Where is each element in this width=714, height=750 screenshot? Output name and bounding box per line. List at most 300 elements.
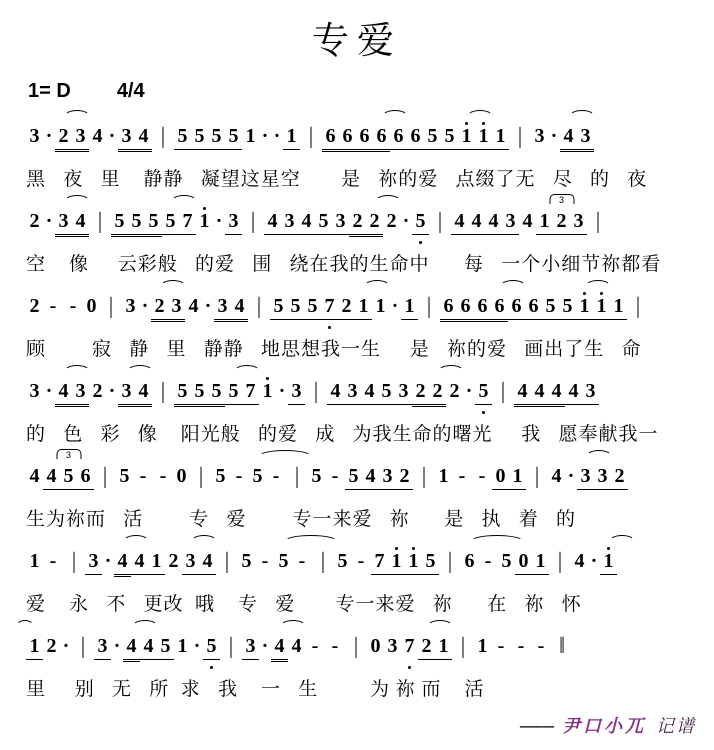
beam-underline (123, 659, 140, 660)
note (535, 534, 547, 586)
note (522, 194, 534, 246)
note-top-area (75, 109, 87, 121)
note-top-area (352, 194, 364, 206)
beam-underline (191, 149, 208, 150)
note-glyph: 3 (75, 125, 86, 147)
duration-dash (354, 534, 369, 586)
beam-underline (231, 321, 248, 322)
note-glyph: 5 (278, 550, 289, 572)
note-glyph: 4 (364, 380, 375, 402)
note-glyph: 5 (252, 465, 263, 487)
note (126, 619, 138, 671)
note-glyph: - (458, 465, 466, 487)
note-glyph: | (256, 293, 261, 319)
duration-dash (328, 619, 343, 671)
note-glyph: 3 (29, 380, 40, 402)
note-glyph: - (517, 635, 525, 657)
duration-dash (534, 619, 549, 671)
note-glyph: 1 (477, 635, 488, 657)
note-top-area (199, 194, 211, 206)
note-top-area (350, 619, 362, 631)
note-glyph: 1 (512, 465, 523, 487)
note (574, 534, 586, 586)
note-top-area (29, 619, 41, 631)
note-top-area (228, 109, 240, 121)
beam-underline (135, 151, 152, 152)
note-top-area (114, 619, 121, 631)
note-top-area (215, 449, 227, 461)
note-glyph: 6 (342, 125, 353, 147)
duration-dash (295, 534, 310, 586)
note-top-area (114, 194, 126, 206)
note-glyph: · (391, 295, 399, 317)
note-top-area (138, 109, 150, 121)
note-glyph: · (273, 125, 281, 147)
note-glyph: - (357, 550, 365, 572)
notation-line (26, 619, 714, 671)
system-1 (26, 109, 714, 194)
note-glyph: | (320, 548, 325, 574)
note-glyph: 5 (478, 380, 489, 402)
note-glyph: 1 (245, 125, 256, 147)
note-top-area (387, 619, 399, 631)
note-glyph: · (215, 210, 223, 232)
note-glyph: 2 (432, 380, 443, 402)
note-top-area (46, 279, 61, 291)
note (562, 279, 574, 331)
note-glyph: · (193, 635, 201, 657)
note-top-area (99, 449, 111, 461)
note-glyph: 7 (374, 550, 385, 572)
barline (418, 449, 430, 501)
note (29, 279, 41, 331)
note-top-area (29, 364, 41, 376)
augmentation-dot (403, 194, 410, 246)
note-top-area (501, 534, 513, 546)
octave-dot-below (482, 411, 485, 414)
note-top-area (119, 449, 131, 461)
note-top-area (262, 109, 269, 121)
beam-underline (168, 319, 185, 320)
beam-underline (208, 406, 225, 407)
beam-underline (214, 321, 231, 322)
note-glyph: 1 (478, 125, 489, 147)
beam-underline (395, 404, 412, 405)
note-glyph: 3 (185, 550, 196, 572)
note (58, 194, 70, 246)
note-glyph: 2 (341, 295, 352, 317)
note (614, 449, 626, 501)
note (488, 194, 500, 246)
slur-arc (284, 535, 338, 548)
augmentation-dot (262, 109, 269, 161)
note-glyph: · (567, 465, 575, 487)
note (603, 534, 615, 586)
note-glyph: | (426, 293, 431, 319)
note (160, 619, 172, 671)
note-glyph: 1 (539, 210, 550, 232)
rest-note (370, 619, 382, 671)
note (374, 534, 386, 586)
note (131, 194, 143, 246)
note (211, 364, 223, 416)
note-top-area (92, 109, 104, 121)
beam-underline (560, 151, 577, 152)
note-glyph: 3 (347, 380, 358, 402)
note (185, 534, 197, 586)
beam-underline (199, 574, 216, 575)
note-top-area (138, 364, 150, 376)
beam-underline (475, 404, 492, 405)
note-glyph: 4 (75, 210, 86, 232)
note-glyph: 3 (382, 465, 393, 487)
note-glyph: | (97, 208, 102, 234)
note-glyph: 3 (58, 210, 69, 232)
note (211, 109, 223, 161)
note-top-area (318, 194, 330, 206)
beam-underline (322, 151, 339, 152)
note (273, 279, 285, 331)
note-top-area (554, 534, 566, 546)
beam-underline (366, 234, 383, 235)
beam-underline (135, 149, 152, 150)
note-top-area (534, 619, 549, 631)
beam-underline (412, 406, 429, 407)
note (301, 194, 313, 246)
note-glyph: | (71, 548, 76, 574)
note-top-area (425, 534, 437, 546)
note-glyph: 5 (119, 465, 130, 487)
note (138, 109, 150, 161)
note-top-area (568, 364, 580, 376)
note-top-area (273, 279, 285, 291)
note-top-area (157, 364, 169, 376)
beam-underline (553, 234, 570, 235)
note-glyph: 4 (471, 210, 482, 232)
note-glyph: | (534, 463, 539, 489)
note (75, 364, 87, 416)
note-glyph: 5 (215, 465, 226, 487)
augmentation-dot (194, 619, 201, 671)
note-top-area (328, 619, 343, 631)
note (364, 364, 376, 416)
note (29, 449, 41, 501)
note-glyph: 6 (410, 125, 421, 147)
note-glyph: 4 (143, 635, 154, 657)
beam-underline (577, 149, 594, 150)
note-top-area (342, 109, 354, 121)
note-top-area (194, 619, 201, 631)
beam-underline (412, 234, 429, 235)
note-top-area (632, 279, 644, 291)
beam-underline (515, 574, 532, 575)
beam-underline (600, 574, 617, 575)
note-top-area (165, 194, 177, 206)
duration-dash (269, 449, 284, 501)
notation-line (26, 109, 714, 161)
beam-underline (174, 149, 191, 150)
note (494, 279, 506, 331)
note-glyph: 4 (291, 635, 302, 657)
note-top-area (274, 619, 286, 631)
transcriber-name: 尹口小兀 (562, 716, 646, 736)
note-glyph: 1 (358, 295, 369, 317)
note-glyph: 4 (134, 550, 145, 572)
note (461, 109, 473, 161)
beam-underline (378, 404, 395, 405)
note-glyph: 4 (522, 210, 533, 232)
note-top-area (245, 109, 257, 121)
augmentation-dot (568, 449, 575, 501)
note-glyph: 4 (234, 295, 245, 317)
note-glyph: 5 (241, 550, 252, 572)
note-top-area (134, 534, 146, 546)
note (477, 619, 489, 671)
note-top-area (399, 449, 411, 461)
note-top-area (438, 449, 450, 461)
beam-underline (474, 321, 491, 322)
note-glyph: 6 (464, 550, 475, 572)
note-top-area (481, 534, 496, 546)
beam-underline (401, 319, 418, 320)
note-top-area (404, 619, 416, 631)
note-glyph: 4 (534, 380, 545, 402)
beam-underline (203, 659, 220, 660)
note-top-area (464, 534, 476, 546)
note-top-area (211, 364, 223, 376)
note-top-area (142, 279, 149, 291)
note (359, 109, 371, 161)
beam-underline (270, 319, 287, 320)
note-top-area (136, 449, 151, 461)
note (325, 109, 337, 161)
note (121, 109, 133, 161)
beam-underline (451, 234, 468, 235)
beam-underline (345, 489, 362, 490)
note (404, 279, 416, 331)
note-top-area (443, 279, 455, 291)
beam-underline (514, 404, 531, 405)
note-top-area (267, 194, 279, 206)
beam-underline (577, 151, 594, 152)
note-glyph: 7 (404, 635, 415, 657)
note-top-area (614, 449, 626, 461)
note-glyph: | (557, 548, 562, 574)
note-glyph: 6 (511, 295, 522, 317)
rest-note (176, 449, 188, 501)
augmentation-dot (216, 194, 223, 246)
note-glyph: · (278, 380, 286, 402)
note-glyph: 4 (138, 125, 149, 147)
beam-underline (536, 234, 553, 235)
note-top-area (528, 279, 540, 291)
beam-underline (288, 404, 305, 405)
note-glyph: 7 (182, 210, 193, 232)
augmentation-dot (466, 364, 473, 416)
beam-underline (491, 321, 508, 322)
note-glyph: 3 (580, 125, 591, 147)
note (194, 109, 206, 161)
note-top-area (444, 534, 456, 546)
augmentation-dot (46, 194, 53, 246)
note-top-area (308, 619, 323, 631)
beam-underline (373, 149, 390, 150)
octave-dot-below (408, 666, 411, 669)
beam-underline (72, 406, 89, 407)
note (425, 534, 437, 586)
note-top-area (556, 194, 568, 206)
note-top-area (310, 364, 322, 376)
beam-underline (429, 404, 446, 405)
note-top-area (551, 364, 563, 376)
note-top-area (335, 194, 347, 206)
beam-underline (118, 404, 135, 405)
note-top-area (176, 449, 188, 461)
beam-underline (179, 234, 196, 235)
barline (99, 449, 111, 501)
note-top-area (370, 619, 382, 631)
note-glyph: 3 (573, 210, 584, 232)
note-glyph: 1 (151, 550, 162, 572)
note (528, 279, 540, 331)
barline (195, 449, 207, 501)
note-top-area (284, 194, 296, 206)
duration-dash (136, 449, 151, 501)
note-glyph: 3 (75, 380, 86, 402)
beam-underline (145, 234, 162, 235)
beam-underline (131, 574, 148, 575)
note (580, 109, 592, 161)
note (278, 534, 290, 586)
lyrics-line: 生为祢而 活 专 爱 专一来爱 祢 是 执 着 的 (26, 509, 577, 530)
beam-underline (26, 659, 43, 660)
beam-underline (508, 319, 525, 320)
barline (531, 449, 543, 501)
beam-underline (542, 319, 559, 320)
note-top-area (194, 364, 206, 376)
note-glyph: 3 (505, 210, 516, 232)
note-glyph: 5 (194, 125, 205, 147)
note-glyph: · (108, 380, 116, 402)
note-glyph: 4 (126, 635, 137, 657)
note-glyph: 2 (369, 210, 380, 232)
note-glyph: 5 (545, 295, 556, 317)
note-glyph: 1 (286, 125, 297, 147)
note-top-area (408, 534, 420, 546)
beam-underline (349, 234, 366, 235)
note-top-area (471, 194, 483, 206)
note-glyph: 5 (444, 125, 455, 147)
notation-line (26, 449, 714, 501)
note (177, 109, 189, 161)
note-glyph: 2 (399, 465, 410, 487)
beam-underline (475, 149, 492, 150)
note-glyph: 0 (86, 295, 97, 317)
beam-underline (145, 236, 162, 237)
note-glyph: 1 (535, 550, 546, 572)
note-glyph: 5 (228, 380, 239, 402)
augmentation-dot (551, 109, 558, 161)
note-glyph: 1 (29, 635, 40, 657)
duration-dash (156, 449, 171, 501)
note-top-area (325, 109, 337, 121)
note-top-area (328, 449, 343, 461)
system-6 (26, 534, 714, 619)
note-glyph: - (484, 550, 492, 572)
note (286, 109, 298, 161)
note-top-area (488, 194, 500, 206)
note-top-area (125, 279, 137, 291)
beam-underline (148, 574, 165, 575)
beam-underline (435, 659, 452, 660)
slur-arc (470, 535, 524, 548)
note-top-area (460, 279, 472, 291)
note-top-area (269, 449, 284, 461)
note-glyph: 2 (168, 550, 179, 572)
note-top-area (545, 279, 557, 291)
note (188, 279, 200, 331)
note-top-area (109, 364, 116, 376)
beam-underline (339, 151, 356, 152)
note (573, 194, 585, 246)
note-top-area (225, 619, 237, 631)
note (182, 194, 194, 246)
note (568, 364, 580, 416)
beam-underline (570, 234, 587, 235)
note-glyph: 2 (614, 465, 625, 487)
note-top-area (228, 364, 240, 376)
note-glyph: 3 (335, 210, 346, 232)
note-glyph: | (460, 633, 465, 659)
note-top-area (337, 534, 349, 546)
barline (68, 534, 80, 586)
note-glyph: 5 (177, 125, 188, 147)
note-glyph: | (108, 293, 113, 319)
beam-underline (214, 319, 231, 320)
note-top-area (364, 364, 376, 376)
note-top-area (591, 534, 598, 546)
note (29, 619, 41, 671)
note (460, 279, 472, 331)
duration-dash (66, 279, 81, 331)
beam-underline (174, 406, 191, 407)
note (381, 364, 393, 416)
note (217, 279, 229, 331)
note-top-area (188, 279, 200, 291)
note-top-area (168, 534, 180, 546)
note-top-area (279, 364, 286, 376)
note-glyph: 3 (88, 550, 99, 572)
note-glyph: 2 (421, 635, 432, 657)
beam-underline (560, 149, 577, 150)
note-top-area (295, 534, 310, 546)
lyrics-line: 黑 夜 里 静静 凝望这星空 是 祢的爱 点缀了无 尽 的 夜 (26, 169, 648, 190)
note-glyph: 6 (494, 295, 505, 317)
note (121, 364, 133, 416)
note (477, 279, 489, 331)
note-top-area (94, 194, 106, 206)
note-top-area (121, 364, 133, 376)
note (165, 194, 177, 246)
beam-underline (611, 489, 628, 490)
note-top-area (410, 109, 422, 121)
note-glyph: 0 (370, 635, 381, 657)
note-top-area (46, 619, 58, 631)
beam-underline (338, 319, 355, 320)
time-signature: 4/4 (116, 80, 145, 102)
note-glyph: · (113, 635, 121, 657)
beam-underline (327, 404, 344, 405)
